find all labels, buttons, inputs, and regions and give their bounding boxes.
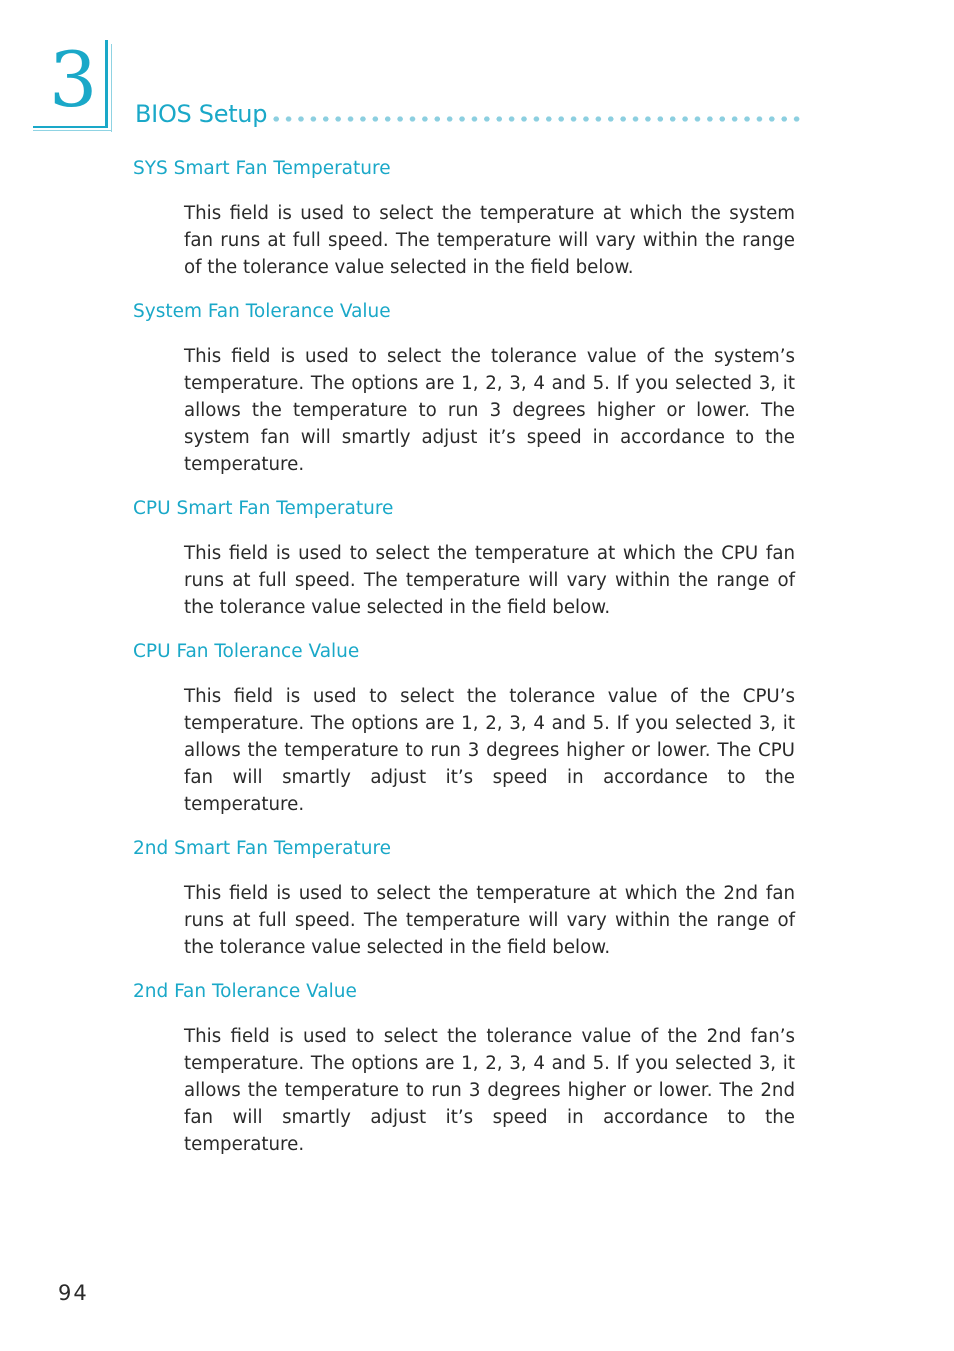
chapter-mark-horizontal-rule [33, 126, 108, 128]
section-body: This field is used to select the temperature at which the system fan runs at full speed. The temperature will vary within the range of the tolerance value selected in the field below. [184, 203, 795, 278]
section-body: This field is used to select the tolerance value of the 2nd fan’s temperature. The options are 1, 2, 3, 4 and 5. If you selected 3, it allows the temperature to run 3 degrees higher or lower. The 2nd fan will smartly adjust it’s speed in accordance to the temperature. [184, 1026, 795, 1155]
chapter-mark-horizontal-rule-shadow [33, 130, 112, 131]
header-dotted-rule [270, 115, 800, 123]
section [133, 979, 795, 1158]
section-title: 2nd Fan Tolerance Value [133, 981, 357, 1002]
section-title: System Fan Tolerance Value [133, 301, 391, 322]
section [133, 299, 795, 478]
section [133, 639, 795, 818]
section [133, 156, 795, 281]
section-title: SYS Smart Fan Temperature [133, 158, 391, 179]
section [133, 836, 795, 961]
page-number: 94 [58, 1281, 89, 1305]
section [133, 496, 795, 621]
chapter-mark-vertical-rule-shadow [111, 44, 112, 132]
chapter-number: 3 [49, 35, 98, 124]
section-body: This field is used to select the tolerance value of the system’s temperature. The options are 1, 2, 3, 4 and 5. If you selected 3, it allows the temperature to run 3 degrees higher or lower. The system fan will smartly adjust it’s speed in accordance to the temperature. [184, 346, 795, 475]
section-title: 2nd Smart Fan Temperature [133, 838, 392, 859]
chapter-mark-vertical-rule [105, 40, 108, 128]
section-title: CPU Fan Tolerance Value [133, 641, 360, 662]
section-title: CPU Smart Fan Temperature [133, 498, 394, 519]
section-body: This field is used to select the temperature at which the CPU fan runs at full speed. The temperature will vary within the range of the tolerance value selected in the field below. [184, 543, 795, 618]
page-content [133, 156, 795, 1176]
chapter-mark [33, 35, 113, 132]
chapter-title: BIOS Setup [135, 100, 268, 128]
section-body: This field is used to select the temperature at which the 2nd fan runs at full speed. The temperature will vary within the range of the tolerance value selected in the field below. [184, 883, 795, 958]
section-body: This field is used to select the tolerance value of the CPU’s temperature. The options are 1, 2, 3, 4 and 5. If you selected 3, it allows the temperature to run 3 degrees higher or lower. The CPU fan will smartly adjust it’s speed in accordance to the temperature. [184, 686, 795, 815]
